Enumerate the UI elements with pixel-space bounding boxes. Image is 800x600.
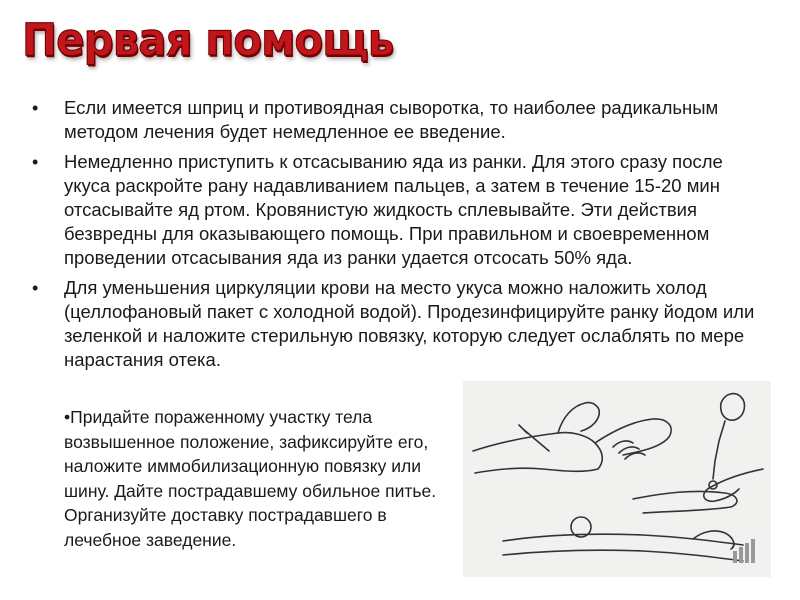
elbow-sketch [595, 419, 671, 455]
hand-sketch [558, 403, 599, 433]
bullet-item: • Немедленно приступить к отсасыванию яда из ранки. Для этого сразу после укуса раскройте рану надавливанием пальцев, а затем в течение 15-20 мин отсасывайте яд ртом. Кровянистую жидкость сплевывайте. Эти действия безвредны для оказывающего помощь. При правильном и своевременном проведении отсасывания яда из ранки удается отсосать 50% яда. [30, 150, 770, 270]
illustration-drawing [463, 381, 771, 577]
lower-arm-sketch [503, 534, 743, 545]
bullet-item: • Для уменьшения циркуляции крови на место укуса можно наложить холод (целлофановый пакет с холодной водой). Продезинфицируйте ранку йодом или зеленкой и наложите стерильную повязку, которую следует ослаблять по мере нарастания отека. [30, 276, 770, 372]
watermark-icon [733, 539, 755, 563]
iodine-bottle-sketch [721, 394, 745, 421]
bandage-sketch [613, 441, 645, 459]
dropper-chain-sketch [713, 421, 725, 479]
first-aid-illustration [463, 381, 771, 577]
bullet-item: • Если имеется шприц и противоядная сыворотка, то наиболее радикальным методом лечения будет немедленное ее введение. [30, 96, 770, 144]
side-note-text: •Придайте пораженному участку тела возвышенное положение, зафиксируйте его, наложите иммобилизационную повязку или шину. Дайте пострадавшему обильное питье. Организуйте доставку пострадавшего в лечебное заведение. [64, 407, 437, 550]
bullet-list [30, 96, 770, 378]
forearm-sketch [633, 491, 737, 513]
arm-upper-sketch [473, 433, 602, 473]
slide-title: Первая помощь [22, 14, 394, 66]
lower-arm-sketch-2 [503, 550, 743, 561]
